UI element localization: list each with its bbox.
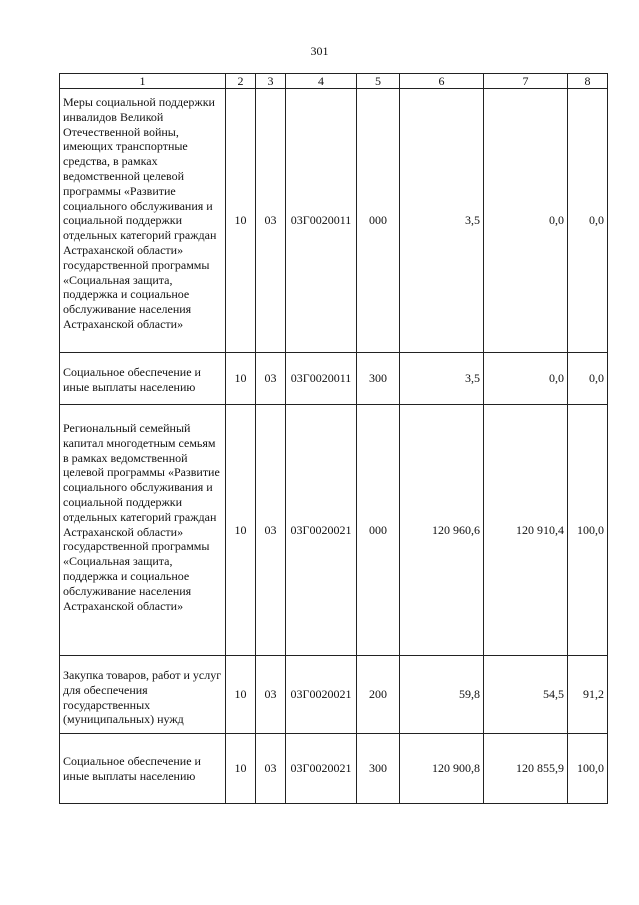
cell-col7: 0,0 (484, 353, 568, 405)
column-header: 8 (568, 74, 608, 89)
cell-target-code: 03Г0020021 (286, 405, 357, 656)
cell-col7: 120 910,4 (484, 405, 568, 656)
cell-expense-type: 300 (357, 353, 400, 405)
budget-table (59, 73, 608, 804)
row-name: Социальное обеспечение и иные выплаты населению (60, 734, 226, 804)
cell-expense-type: 000 (357, 405, 400, 656)
row-name: Закупка товаров, работ и услуг для обеспечения государственных (муниципальных) нужд (60, 656, 226, 734)
cell-section: 10 (226, 89, 256, 353)
cell-col8: 0,0 (568, 89, 608, 353)
column-header: 2 (226, 74, 256, 89)
cell-col8: 100,0 (568, 734, 608, 804)
cell-target-code: 03Г0020011 (286, 89, 357, 353)
page-number: 301 (310, 44, 329, 58)
row-name: Меры социальной поддержки инвалидов Великой Отечественной войны, имеющих транспортные средства, в рамках ведомственной целевой программы «Развитие социального обслуживания и социальной поддержки отдельных категорий граждан Астраханской области» государственной программы «Социальная защита, поддержка и социальное обслуживание населения Астраханской области» (60, 89, 226, 353)
cell-section: 10 (226, 405, 256, 656)
cell-col6: 3,5 (400, 353, 484, 405)
table-row (60, 89, 608, 353)
cell-col6: 3,5 (400, 89, 484, 353)
cell-col6: 59,8 (400, 656, 484, 734)
row-name: Социальное обеспечение и иные выплаты населению (60, 353, 226, 405)
cell-col7: 120 855,9 (484, 734, 568, 804)
cell-col6: 120 960,6 (400, 405, 484, 656)
cell-subsection: 03 (256, 353, 286, 405)
table-row (60, 734, 608, 804)
cell-col8: 100,0 (568, 405, 608, 656)
cell-subsection: 03 (256, 89, 286, 353)
cell-subsection: 03 (256, 405, 286, 656)
column-number-row (60, 74, 608, 89)
cell-target-code: 03Г0020011 (286, 353, 357, 405)
table-row (60, 405, 608, 656)
column-header: 1 (60, 74, 226, 89)
column-header: 4 (286, 74, 357, 89)
table-row (60, 656, 608, 734)
column-header: 3 (256, 74, 286, 89)
cell-subsection: 03 (256, 734, 286, 804)
cell-col7: 0,0 (484, 89, 568, 353)
cell-section: 10 (226, 734, 256, 804)
cell-section: 10 (226, 656, 256, 734)
row-name: Региональный семейный капитал многодетным семьям в рамках ведомственной целевой программы «Развитие социального обслуживания и социальной поддержки отдельных категорий граждан Астраханской области» государственной программы «Социальная защита, поддержка и социальное обслуживание населения Астраханской области» (60, 405, 226, 656)
cell-subsection: 03 (256, 656, 286, 734)
table-row (60, 353, 608, 405)
cell-col6: 120 900,8 (400, 734, 484, 804)
cell-expense-type: 300 (357, 734, 400, 804)
column-header: 5 (357, 74, 400, 89)
column-header: 6 (400, 74, 484, 89)
cell-col8: 91,2 (568, 656, 608, 734)
column-header: 7 (484, 74, 568, 89)
cell-expense-type: 000 (357, 89, 400, 353)
cell-expense-type: 200 (357, 656, 400, 734)
cell-target-code: 03Г0020021 (286, 734, 357, 804)
cell-target-code: 03Г0020021 (286, 656, 357, 734)
cell-section: 10 (226, 353, 256, 405)
cell-col8: 0,0 (568, 353, 608, 405)
cell-col7: 54,5 (484, 656, 568, 734)
